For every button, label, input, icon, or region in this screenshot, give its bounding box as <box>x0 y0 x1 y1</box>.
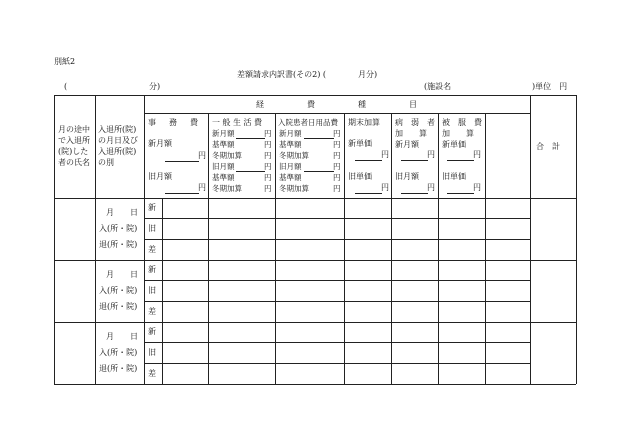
amount-blank <box>165 193 199 194</box>
sub-line <box>144 363 530 364</box>
unit-label: )単位 円 <box>532 82 568 91</box>
kimatsu-new-label: 新単価 <box>348 139 372 148</box>
amount-blank <box>447 160 474 161</box>
amount-blank <box>304 138 334 139</box>
kimatsu-title: 期末加算 <box>348 118 380 127</box>
mark-old: 旧 <box>148 286 156 295</box>
annex-label: 別紙2 <box>54 57 76 66</box>
col-name-line: 月の途中 <box>58 125 90 134</box>
nyuin-row: 冬期加算 <box>279 151 309 160</box>
row-month-day: 月 日 <box>106 270 138 279</box>
yen-label: 円 <box>333 184 341 193</box>
mark-diff: 差 <box>148 245 156 254</box>
group-line-1 <box>54 260 576 261</box>
facility-label: (施設名 <box>424 82 452 91</box>
jimuhi-title: 事 務 費 <box>148 118 201 127</box>
mark-diff: 差 <box>148 369 156 378</box>
ippan-row: 冬期加算 <box>212 184 242 193</box>
mark-diff: 差 <box>148 307 156 316</box>
nyuin-title: 入院患者日用品費 <box>278 118 338 127</box>
byoshou-title: 病 弱 者 <box>395 118 435 127</box>
amount-blank <box>165 161 199 162</box>
table-left-border <box>54 95 55 384</box>
yen-label: 円 <box>198 151 206 160</box>
col-date-line: の月日及び <box>98 136 138 145</box>
ippan-row: 旧月額 <box>212 162 235 171</box>
row-month-day: 月 日 <box>106 332 138 341</box>
yen-label: 円 <box>381 150 389 159</box>
row-exit: 退(所・院) <box>99 364 138 373</box>
sub-line <box>144 301 530 302</box>
mark-new: 新 <box>148 327 156 336</box>
ippan-row: 基準額 <box>212 173 235 182</box>
row-month-day: 月 日 <box>106 208 138 217</box>
hifuku-title-2: 加 算 <box>442 129 474 138</box>
col-line-7 <box>438 113 439 384</box>
sub-line <box>144 280 530 281</box>
ippan-row: 冬期加算 <box>212 151 242 160</box>
yen-label: 円 <box>333 151 341 160</box>
group-line-2 <box>54 322 576 323</box>
amount-blank <box>401 193 428 194</box>
col-line-total <box>530 95 531 384</box>
col-line-5 <box>344 113 345 384</box>
byoshou-title-2: 加 算 <box>395 129 427 138</box>
mark-col-line <box>162 198 163 384</box>
mark-new: 新 <box>148 265 156 274</box>
col-name-line: (院)した <box>58 147 89 156</box>
mark-old: 旧 <box>148 224 156 233</box>
sub-line <box>144 218 530 219</box>
document-title: 差額請求内訳書(その2) ( 月分) <box>237 70 378 79</box>
ippan-row: 新月額 <box>212 129 235 138</box>
col-line-8 <box>485 113 486 384</box>
jimuhi-old-label: 旧月額 <box>148 172 172 181</box>
col-date-line: の別 <box>98 158 114 167</box>
byoshou-old-label: 旧月額 <box>395 172 419 181</box>
yen-label: 円 <box>264 151 272 160</box>
total-label: 合 計 <box>536 142 560 151</box>
sub-line <box>144 239 530 240</box>
sub-line <box>144 342 530 343</box>
col-line-6 <box>391 113 392 384</box>
byoshou-new-label: 新月額 <box>395 140 419 149</box>
row-exit: 退(所・院) <box>99 302 138 311</box>
amount-blank <box>355 160 382 161</box>
row-exit: 退(所・院) <box>99 240 138 249</box>
col-date-line: 入退所(院) <box>98 125 137 134</box>
yen-label: 円 <box>333 173 341 182</box>
amount-blank <box>236 171 265 172</box>
yen-label: 円 <box>333 129 341 138</box>
row-entry: 入(所・院) <box>99 286 138 295</box>
yen-label: 円 <box>381 183 389 192</box>
paren-open: ( <box>64 82 68 91</box>
nyuin-row: 旧月額 <box>279 162 302 171</box>
yen-label: 円 <box>473 150 481 159</box>
col-date-line: 入退所(院) <box>98 147 137 156</box>
hifuku-old-label: 旧単価 <box>442 172 466 181</box>
col-name-line: 者の氏名 <box>58 158 90 167</box>
col-name-line: で入退所 <box>58 136 90 145</box>
yen-label: 円 <box>427 150 435 159</box>
amount-blank <box>355 193 382 194</box>
mark-old: 旧 <box>148 348 156 357</box>
nyuin-row: 新月額 <box>279 129 302 138</box>
nyuin-row: 冬期加算 <box>279 184 309 193</box>
col-line-1 <box>95 95 96 384</box>
expense-group-label: 経 費 種 目 <box>256 100 426 109</box>
yen-label: 円 <box>473 183 481 192</box>
ippan-title: 一般生活費 <box>212 118 265 127</box>
group-header-divider <box>144 113 530 114</box>
nyuin-row: 基準額 <box>279 140 302 149</box>
yen-label: 円 <box>264 140 272 149</box>
hifuku-new-label: 新単価 <box>442 140 466 149</box>
kimatsu-old-label: 旧単価 <box>348 172 372 181</box>
ippan-row: 基準額 <box>212 140 235 149</box>
amount-blank <box>304 171 334 172</box>
hifuku-title: 被 服 費 <box>442 118 482 127</box>
table-bottom-border <box>54 384 576 385</box>
row-entry: 入(所・院) <box>99 348 138 357</box>
yen-label: 円 <box>264 162 272 171</box>
header-bottom-line <box>54 198 576 199</box>
yen-label: 円 <box>333 162 341 171</box>
yen-label: 円 <box>427 183 435 192</box>
table-right-border <box>576 95 577 384</box>
mark-new: 新 <box>148 203 156 212</box>
yen-label: 円 <box>264 184 272 193</box>
table-top-border <box>54 95 576 96</box>
jimuhi-new-label: 新月額 <box>148 139 172 148</box>
col-line-4 <box>275 113 276 384</box>
nyuin-row: 基準額 <box>279 173 302 182</box>
yen-label: 円 <box>333 140 341 149</box>
amount-blank <box>236 138 265 139</box>
amount-blank <box>447 193 474 194</box>
yen-label: 円 <box>264 173 272 182</box>
yen-label: 円 <box>264 129 272 138</box>
col-line-3 <box>208 113 209 384</box>
bun-label: 分) <box>149 82 161 91</box>
row-entry: 入(所・院) <box>99 224 138 233</box>
amount-blank <box>401 160 428 161</box>
yen-label: 円 <box>198 183 206 192</box>
